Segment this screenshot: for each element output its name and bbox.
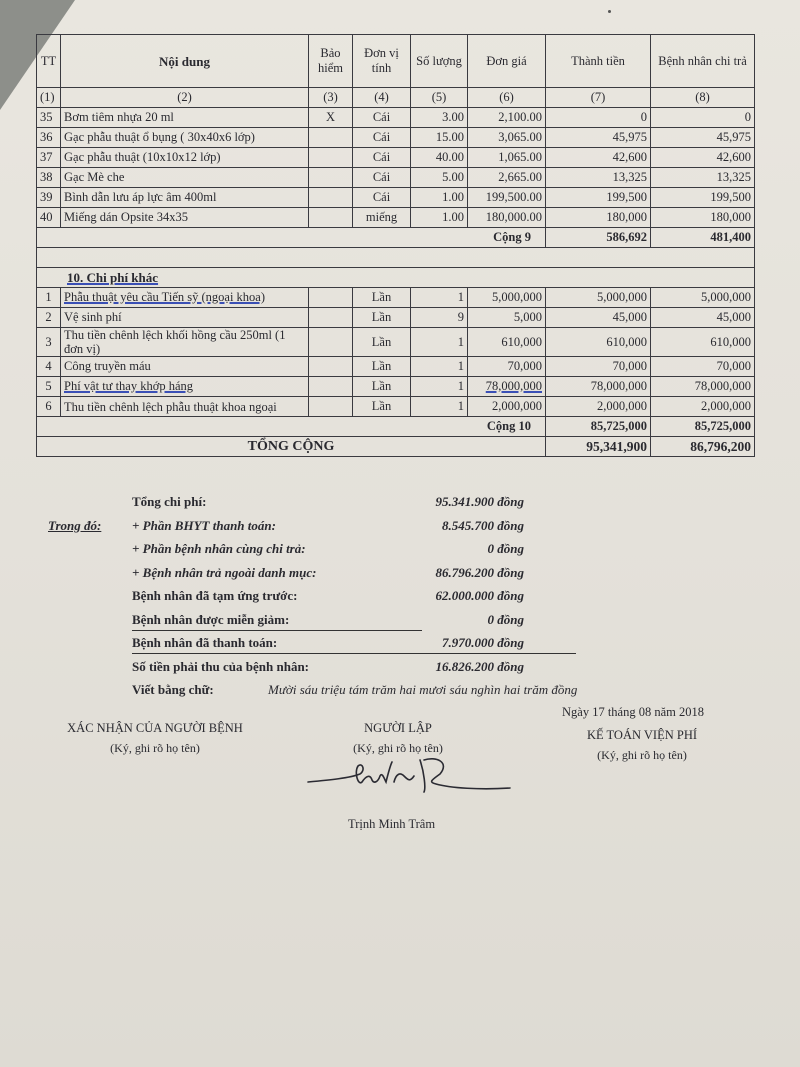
summary-row <box>48 588 748 612</box>
col-number: (2) <box>61 88 309 108</box>
row-total: 13,325 <box>546 168 651 188</box>
summary-label: Bệnh nhân đã thanh toán: <box>132 635 278 650</box>
summary-value: 0 đồng <box>487 611 524 627</box>
row-unit: Lần <box>353 377 411 397</box>
row-name: Phí vật tư thay khớp háng <box>64 379 193 393</box>
spacer-cell <box>37 248 755 268</box>
grand-total-patient: 86,796,200 <box>651 437 755 457</box>
row-patient: 199,500 <box>651 188 755 208</box>
row-unit: Lần <box>353 328 411 357</box>
summary-row <box>48 518 748 542</box>
row-total: 45,975 <box>546 128 651 148</box>
row-total: 180,000 <box>546 208 651 228</box>
table-row <box>37 288 755 308</box>
row-qty: 3.00 <box>411 108 468 128</box>
col-number: (4) <box>353 88 411 108</box>
row-patient: 2,000,000 <box>651 397 755 417</box>
grand-total-row <box>37 437 755 457</box>
row-qty: 1 <box>411 357 468 377</box>
row-name: Gạc phẫu thuật (10x10x12 lớp) <box>61 148 309 168</box>
row-insurance: X <box>309 108 353 128</box>
header-total: Thành tiền <box>546 35 651 88</box>
row-tt: 2 <box>37 308 61 328</box>
summary-label: + Phần bệnh nhân cùng chi trả: <box>132 541 306 556</box>
subtotal-label: Cộng 9 <box>37 228 546 248</box>
row-patient: 78,000,000 <box>651 377 755 397</box>
row-tt: 39 <box>37 188 61 208</box>
billing-table <box>36 34 755 457</box>
col-number: (5) <box>411 88 468 108</box>
table-row <box>37 308 755 328</box>
sign-note: (Ký, ghi rõ họ tên) <box>597 748 687 762</box>
header-row <box>37 35 755 88</box>
row-insurance <box>309 168 353 188</box>
subtotal-total: 85,725,000 <box>546 417 651 437</box>
row-total: 78,000,000 <box>546 377 651 397</box>
row-tt: 40 <box>37 208 61 228</box>
header-unit: Đơn vị tính <box>353 35 411 88</box>
row-insurance <box>309 288 353 308</box>
patient-signature-block <box>60 718 250 758</box>
summary-row <box>48 612 748 636</box>
row-qty: 1 <box>411 288 468 308</box>
row-qty: 1 <box>411 328 468 357</box>
divider-line <box>132 630 422 631</box>
row-total: 70,000 <box>546 357 651 377</box>
summary-label: + Phần BHYT thanh toán: <box>132 517 276 533</box>
row-price: 180,000.00 <box>468 208 546 228</box>
row-tt: 5 <box>37 377 61 397</box>
preparer-name: Trịnh Minh Trâm <box>348 817 436 831</box>
row-total: 199,500 <box>546 188 651 208</box>
row-qty: 5.00 <box>411 168 468 188</box>
summary-row <box>48 494 748 518</box>
summary-row <box>48 682 748 706</box>
subtotal-row <box>37 228 755 248</box>
row-price: 2,000,000 <box>468 397 546 417</box>
accountant-signature-block <box>562 725 722 765</box>
row-qty: 15.00 <box>411 128 468 148</box>
row-patient: 45,975 <box>651 128 755 148</box>
row-total: 610,000 <box>546 328 651 357</box>
row-insurance <box>309 328 353 357</box>
row-qty: 1.00 <box>411 188 468 208</box>
col-number: (1) <box>37 88 61 108</box>
table-row <box>37 377 755 397</box>
summary-row <box>48 565 748 589</box>
row-insurance <box>309 208 353 228</box>
row-price: 199,500.00 <box>468 188 546 208</box>
summary-label: Bệnh nhân được miễn giảm: <box>132 611 290 627</box>
subtotal-patient: 481,400 <box>651 228 755 248</box>
row-name: Phẫu thuật yêu cầu Tiến sỹ (ngoại khoa) <box>64 290 266 304</box>
row-unit: miếng <box>353 208 411 228</box>
row-qty: 1 <box>411 377 468 397</box>
header-price: Đơn giá <box>468 35 546 88</box>
summary-value: 86.796.200 đồng <box>435 564 524 580</box>
row-qty: 1 <box>411 397 468 417</box>
row-tt: 35 <box>37 108 61 128</box>
row-patient: 13,325 <box>651 168 755 188</box>
document-date: Ngày 17 tháng 08 năm 2018 <box>562 705 704 719</box>
row-name: Thu tiền chênh lệch phẫu thuật khoa ngoại <box>61 397 309 417</box>
row-patient: 70,000 <box>651 357 755 377</box>
divider-line <box>132 653 576 654</box>
paper-speck <box>608 10 611 13</box>
subtotal-label: Cộng 10 <box>37 417 546 437</box>
row-patient: 180,000 <box>651 208 755 228</box>
table-row <box>37 328 755 357</box>
subtotal-total: 586,692 <box>546 228 651 248</box>
row-name: Gạc phẫu thuật ổ bụng ( 30x40x6 lớp) <box>61 128 309 148</box>
row-patient: 42,600 <box>651 148 755 168</box>
spacer-row <box>37 248 755 268</box>
row-price: 610,000 <box>468 328 546 357</box>
row-total: 5,000,000 <box>546 288 651 308</box>
col-number: (8) <box>651 88 755 108</box>
row-total: 42,600 <box>546 148 651 168</box>
row-price: 70,000 <box>468 357 546 377</box>
row-patient: 45,000 <box>651 308 755 328</box>
header-patient: Bệnh nhân chi trả <box>651 35 755 88</box>
row-tt: 6 <box>37 397 61 417</box>
row-tt: 38 <box>37 168 61 188</box>
row-unit: Cái <box>353 108 411 128</box>
row-name: Thu tiền chênh lệch khối hồng cầu 250ml (1 đơn vị) <box>61 328 309 357</box>
summary-row <box>48 659 748 683</box>
summary-row <box>48 541 748 565</box>
summary-value: 62.000.000 đồng <box>435 588 524 603</box>
row-insurance <box>309 357 353 377</box>
row-total: 2,000,000 <box>546 397 651 417</box>
row-unit: Lần <box>353 357 411 377</box>
col-number: (7) <box>546 88 651 108</box>
table-row <box>37 168 755 188</box>
in-words-label: Viết bằng chữ: <box>132 682 214 697</box>
table-row <box>37 208 755 228</box>
row-total: 45,000 <box>546 308 651 328</box>
header-insurance: Bảo hiểm <box>309 35 353 88</box>
table-row <box>37 148 755 168</box>
table-row <box>37 188 755 208</box>
section-header <box>37 268 755 288</box>
row-patient: 0 <box>651 108 755 128</box>
preparer-title: NGƯỜI LẬP <box>364 721 432 735</box>
row-price: 5,000 <box>468 308 546 328</box>
row-tt: 1 <box>37 288 61 308</box>
row-unit: Lần <box>353 397 411 417</box>
row-unit: Cái <box>353 168 411 188</box>
row-qty: 1.00 <box>411 208 468 228</box>
in-words-value: Mười sáu triệu tám trăm hai mươi sáu nghìn hai trăm đồng <box>268 682 578 697</box>
col-number: (6) <box>468 88 546 108</box>
accountant-title: KẾ TOÁN VIỆN PHÍ <box>586 728 698 742</box>
row-price: 2,665.00 <box>468 168 546 188</box>
row-insurance <box>309 308 353 328</box>
row-tt: 37 <box>37 148 61 168</box>
section-title: 10. Chi phí khác <box>67 269 159 285</box>
column-number-row <box>37 88 755 108</box>
header-tt: TT <box>37 35 61 88</box>
summary-value: 7.970.000 đồng <box>442 635 524 650</box>
summary-label: Tổng chi phí: <box>132 494 207 509</box>
row-name: Công truyền máu <box>61 357 309 377</box>
in-which-label: Trong đó: <box>48 517 102 533</box>
row-name: Bơm tiêm nhựa 20 ml <box>61 108 309 128</box>
row-price: 78,000,000 <box>485 379 542 393</box>
row-price: 1,065.00 <box>468 148 546 168</box>
summary-label: Số tiền phải thu của bệnh nhân: <box>132 658 310 674</box>
row-patient: 5,000,000 <box>651 288 755 308</box>
sign-note: (Ký, ghi rõ họ tên) <box>353 741 443 755</box>
row-name: Gạc Mè che <box>61 168 309 188</box>
row-price: 2,100.00 <box>468 108 546 128</box>
summary-value: 8.545.700 đồng <box>442 517 524 533</box>
row-name: Miếng dán Opsite 34x35 <box>61 208 309 228</box>
subtotal-row <box>37 417 755 437</box>
payment-summary <box>48 494 748 706</box>
header-content: Nội dung <box>61 35 309 88</box>
col-number: (3) <box>309 88 353 108</box>
header-qty: Số lượng <box>411 35 468 88</box>
row-tt: 4 <box>37 357 61 377</box>
row-unit: Lần <box>353 308 411 328</box>
row-insurance <box>309 148 353 168</box>
row-name: Bình dẫn lưu áp lực âm 400ml <box>61 188 309 208</box>
row-tt: 3 <box>37 328 61 357</box>
table-row <box>37 128 755 148</box>
summary-value: 16.826.200 đồng <box>435 658 524 674</box>
row-qty: 40.00 <box>411 148 468 168</box>
row-patient: 610,000 <box>651 328 755 357</box>
row-insurance <box>309 128 353 148</box>
handwritten-signature <box>300 752 520 802</box>
row-insurance <box>309 377 353 397</box>
row-unit: Cái <box>353 148 411 168</box>
subtotal-patient: 85,725,000 <box>651 417 755 437</box>
row-qty: 9 <box>411 308 468 328</box>
row-insurance <box>309 188 353 208</box>
table-row <box>37 108 755 128</box>
row-price: 3,065.00 <box>468 128 546 148</box>
row-name: Vệ sinh phí <box>61 308 309 328</box>
row-tt: 36 <box>37 128 61 148</box>
row-unit: Cái <box>353 188 411 208</box>
grand-total-total: 95,341,900 <box>546 437 651 457</box>
row-unit: Lần <box>353 288 411 308</box>
summary-label: Bệnh nhân đã tạm ứng trước: <box>132 588 298 603</box>
grand-total-label: TỔNG CỘNG <box>37 437 546 457</box>
table-row <box>37 397 755 417</box>
row-insurance <box>309 397 353 417</box>
row-price: 5,000,000 <box>468 288 546 308</box>
row-total: 0 <box>546 108 651 128</box>
table-row <box>37 357 755 377</box>
summary-value: 0 đồng <box>487 541 524 556</box>
summary-label: + Bệnh nhân trả ngoài danh mục: <box>132 564 317 580</box>
row-unit: Cái <box>353 128 411 148</box>
sign-note: (Ký, ghi rõ họ tên) <box>110 741 200 755</box>
summary-row <box>48 635 748 659</box>
patient-signature-title: XÁC NHẬN CỦA NGƯỜI BỆNH <box>67 721 243 735</box>
summary-value: 95.341.900 đồng <box>435 494 524 509</box>
